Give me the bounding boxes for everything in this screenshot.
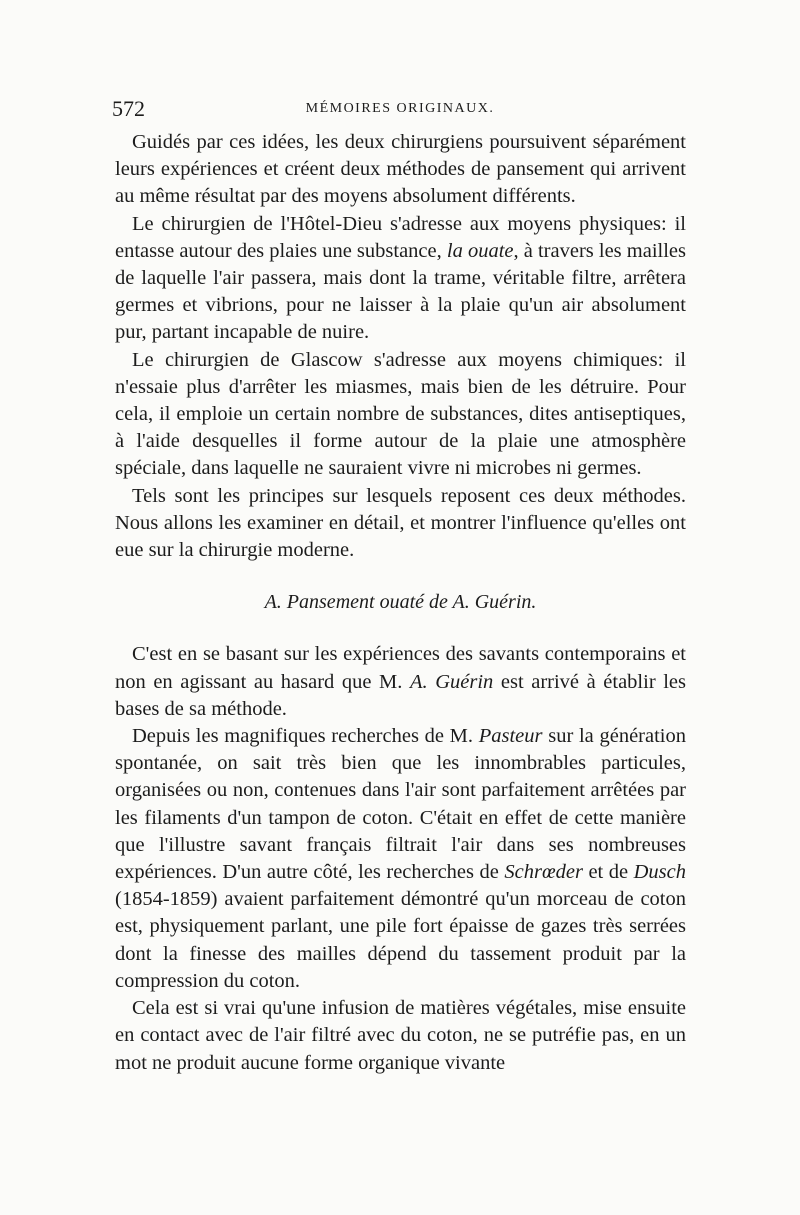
paragraph-3: Le chirurgien de Glascow s'adresse aux moyens chimiques: il n'essaie plus d'arrêter les miasmes, mais bien de les détruire. Pour cela, il emploie un certain nombre de substances, dites antiseptiques, à l'aide desquelles il forme autour de la plaie une atmosphère spéciale, dans laquelle ne sauraient vivre ni microbes ni germes.	[115, 348, 686, 480]
text-span: est arrivé à établir les bases de sa méthode.	[115, 670, 686, 720]
paragraph-7: Cela est si vrai qu'une infusion de matières végétales, mise ensuite en contact avec de l'air filtré avec du coton, ne se putréfie pas, en un mot ne produit aucune forme organique vivante	[115, 997, 686, 1074]
italic-name: Dusch	[633, 861, 686, 884]
italic-term: la ouate	[446, 239, 514, 262]
text-span: et de	[582, 861, 634, 884]
section-heading: A. Pansement ouaté de A. Guérin.	[264, 591, 537, 614]
text-span: sur la génération spontanée, on sait très bien que les innombrables particules, organisées ou non, contenues dans l'air sont parfaitement arrêtées par les filaments d'un tampon de coton. C'était en effet de cette manière que l'illustre savant français filtrait l'air dans ses nombreuses expériences. D'un autre côté, les recherches de	[115, 725, 686, 884]
paragraph-5	[115, 641, 686, 723]
text-span: C'est en se basant sur les expériences des savants contemporains et non en agissant au hasard que M.	[115, 643, 686, 693]
italic-name: Schrœder	[504, 861, 583, 884]
paragraph-1: Guidés par ces idées, les deux chirurgiens poursuivent séparément leurs expériences et créent deux méthodes de pansement qui arrivent au même résultat par des moyens absolument différents.	[115, 131, 686, 208]
italic-name: Pasteur	[478, 725, 543, 748]
text-span: Depuis les magnifiques recherches de M.	[132, 725, 479, 748]
italic-name: A. Guérin	[410, 670, 494, 693]
paragraph-2	[115, 211, 686, 347]
paragraph-6	[115, 723, 686, 995]
text-span: Le chirurgien de l'Hôtel-Dieu s'adresse aux moyens physiques: il entasse autour des plaies une substance,	[115, 212, 686, 262]
running-head	[112, 96, 688, 126]
text-span: (1854-1859) avaient parfaitement démontré qu'un morceau de coton est, physiquement parlant, une pile fort épaisse de gazes très serrées dont la finesse des mailles dépend du tassement produit par la compression du coton.	[115, 888, 686, 992]
running-title: MÉMOIRES ORIGINAUX.	[305, 101, 495, 116]
text-span: , à travers les mailles de laquelle l'air passera, mais dont la trame, véritable filtre, arrêtera germes et vibrions, pour ne laisser à la plaie qu'un air absolument pur, partant incapable de nuire.	[115, 239, 686, 344]
page-number: 572	[112, 96, 145, 121]
paragraph-4: Tels sont les principes sur lesquels reposent ces deux méthodes. Nous allons les examiner en détail, et montrer l'influence qu'elles ont eue sur la chirurgie moderne.	[115, 484, 686, 562]
body-text	[115, 129, 686, 1077]
